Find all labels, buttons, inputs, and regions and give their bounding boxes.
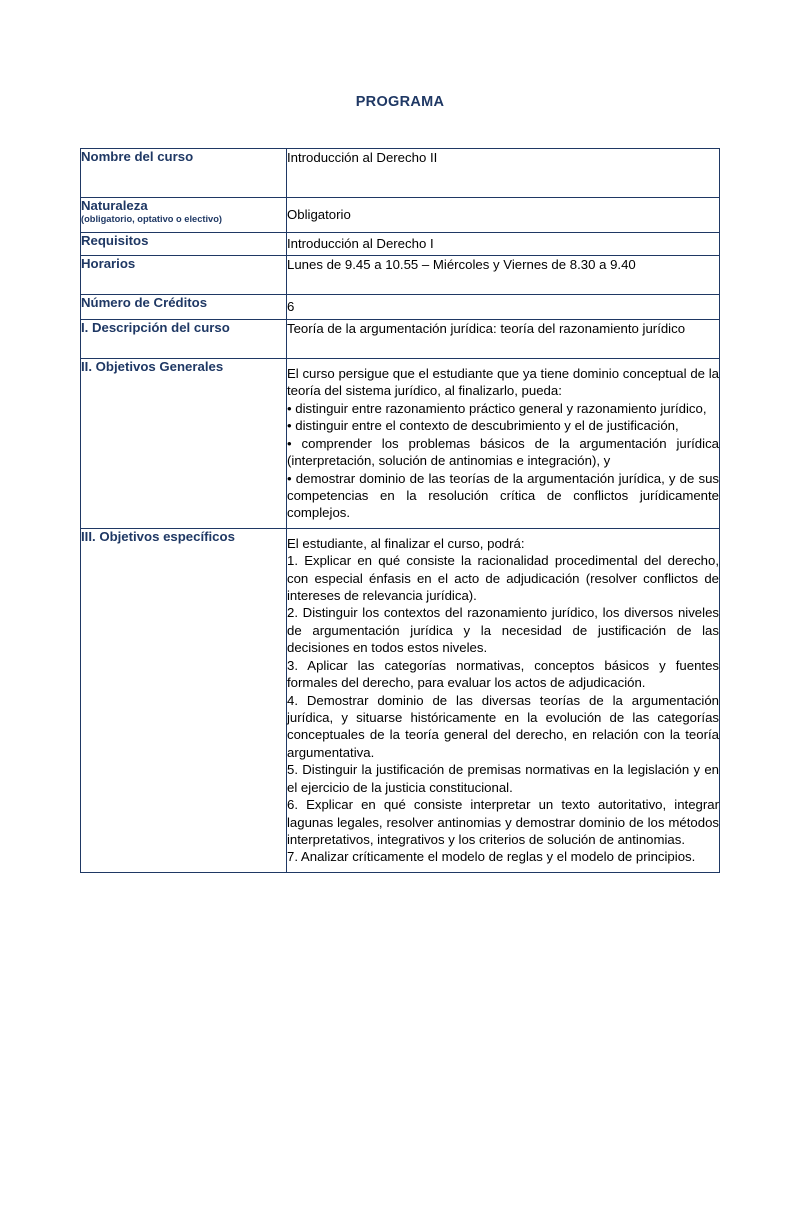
value-line: • demostrar dominio de las teorías de la argumentación jurídica, y de sus competencias en la resolución crítica de conflictos jurídicamente complejos. [287, 470, 719, 521]
value-line: El estudiante, al finalizar el curso, podrá: [287, 535, 525, 551]
value-block [287, 320, 719, 337]
label-text: III. Objetivos específicos [81, 528, 235, 544]
row-label-horarios [81, 256, 287, 295]
value-block [287, 256, 719, 273]
label-text: Número de Créditos [81, 295, 208, 310]
row-label-objetivos-generales [81, 359, 287, 529]
value-line: Introducción al Derecho II [287, 150, 438, 165]
document-page [0, 94, 800, 1226]
value-block [287, 235, 719, 252]
table-row [81, 359, 720, 529]
value-block [287, 365, 719, 522]
value-line: 6 [287, 299, 295, 315]
value-line: • distinguir entre el contexto de descubrimiento y el de justificación, [287, 418, 679, 434]
value-line: 7. Analizar críticamente el modelo de reglas y el modelo de principios. [287, 849, 696, 865]
row-value-objetivos-generales [287, 359, 720, 529]
value-block [287, 206, 719, 223]
table-row [81, 198, 720, 233]
label-text: I. Descripción del curso [81, 320, 230, 335]
value-block [287, 149, 719, 166]
value-line: Teoría de la argumentación jurídica: teoría del razonamiento jurídico [287, 321, 686, 336]
value-block [287, 298, 719, 315]
row-label-requisitos [81, 233, 287, 256]
row-value-numero-de-creditos [287, 295, 720, 320]
row-label-naturaleza [81, 198, 287, 233]
label-text: Requisitos [81, 233, 149, 248]
label-subnote: (obligatorio, optativo o electivo) [81, 214, 223, 224]
label-text: Nombre del curso [81, 149, 194, 164]
table-row [81, 256, 720, 295]
table-row [81, 295, 720, 320]
value-line: • comprender los problemas básicos de la argumentación jurídica (interpretación, solución de antinomias e integración), y [287, 435, 719, 469]
value-line: Introducción al Derecho I [287, 236, 434, 252]
table-row [81, 528, 720, 872]
value-line: 1. Explicar en qué consiste la racionalidad procedimental del derecho, con especial énfasis en el acto de adjudicación (resolver conflictos de intereses de relevancia jurídica). [287, 553, 719, 604]
row-value-objetivos-especificos [287, 528, 720, 872]
value-line: 2. Distinguir los contextos del razonamiento jurídico, los diversos niveles de argumentación jurídica y la necesidad de justificación de las decisiones en todos estos niveles. [287, 605, 719, 656]
row-label-numero-de-creditos [81, 295, 287, 320]
table-row [81, 233, 720, 256]
page-title: PROGRAMA [355, 94, 445, 110]
value-line: 6. Explicar en qué consiste interpretar un texto autoritativo, integrar lagunas legales, resolver antinomias y demostrar dominio de los métodos interpretativos, integrativos y los criterios de solución de antinomias. [287, 797, 719, 847]
row-value-naturaleza [287, 198, 720, 233]
value-block [287, 535, 719, 866]
row-label-objetivos-especificos [81, 528, 287, 872]
row-value-horarios [287, 256, 720, 295]
value-line: • distinguir entre razonamiento práctico general y razonamiento jurídico, [287, 400, 707, 416]
table-row [81, 149, 720, 198]
row-value-requisitos [287, 233, 720, 256]
label-text: Naturaleza [81, 198, 148, 213]
value-line: 4. Demostrar dominio de las diversas teorías de la argumentación jurídica, y situarse históricamente en la evolución de las categorías conceptuales de la teoría general del derecho, en relación con la teoría argumentativa. [287, 692, 719, 760]
row-value-nombre-del-curso [287, 149, 720, 198]
value-line: Obligatorio [287, 207, 351, 223]
label-text: II. Objetivos Generales [81, 359, 224, 374]
label-text: Horarios [81, 256, 136, 271]
row-value-descripcion-del-curso [287, 320, 720, 359]
value-line: 5. Distinguir la justificación de premisas normativas en la legislación y en el ejercicio de la justicia constitucional. [287, 762, 719, 795]
value-line: 3. Aplicar las categorías normativas, conceptos básicos y fuentes formales del derecho, para evaluar los actos de adjudicación. [287, 657, 719, 691]
value-line: Lunes de 9.45 a 10.55 – Miércoles y Viernes de 8.30 a 9.40 [287, 257, 636, 272]
program-table [80, 148, 720, 873]
value-line: El curso persigue que el estudiante que ya tiene dominio conceptual de la teoría del sistema jurídico, al finalizarlo, pueda: [287, 366, 719, 399]
row-label-nombre-del-curso [81, 149, 287, 198]
program-table-body [81, 149, 720, 873]
table-row [81, 320, 720, 359]
row-label-descripcion-del-curso [81, 320, 287, 359]
